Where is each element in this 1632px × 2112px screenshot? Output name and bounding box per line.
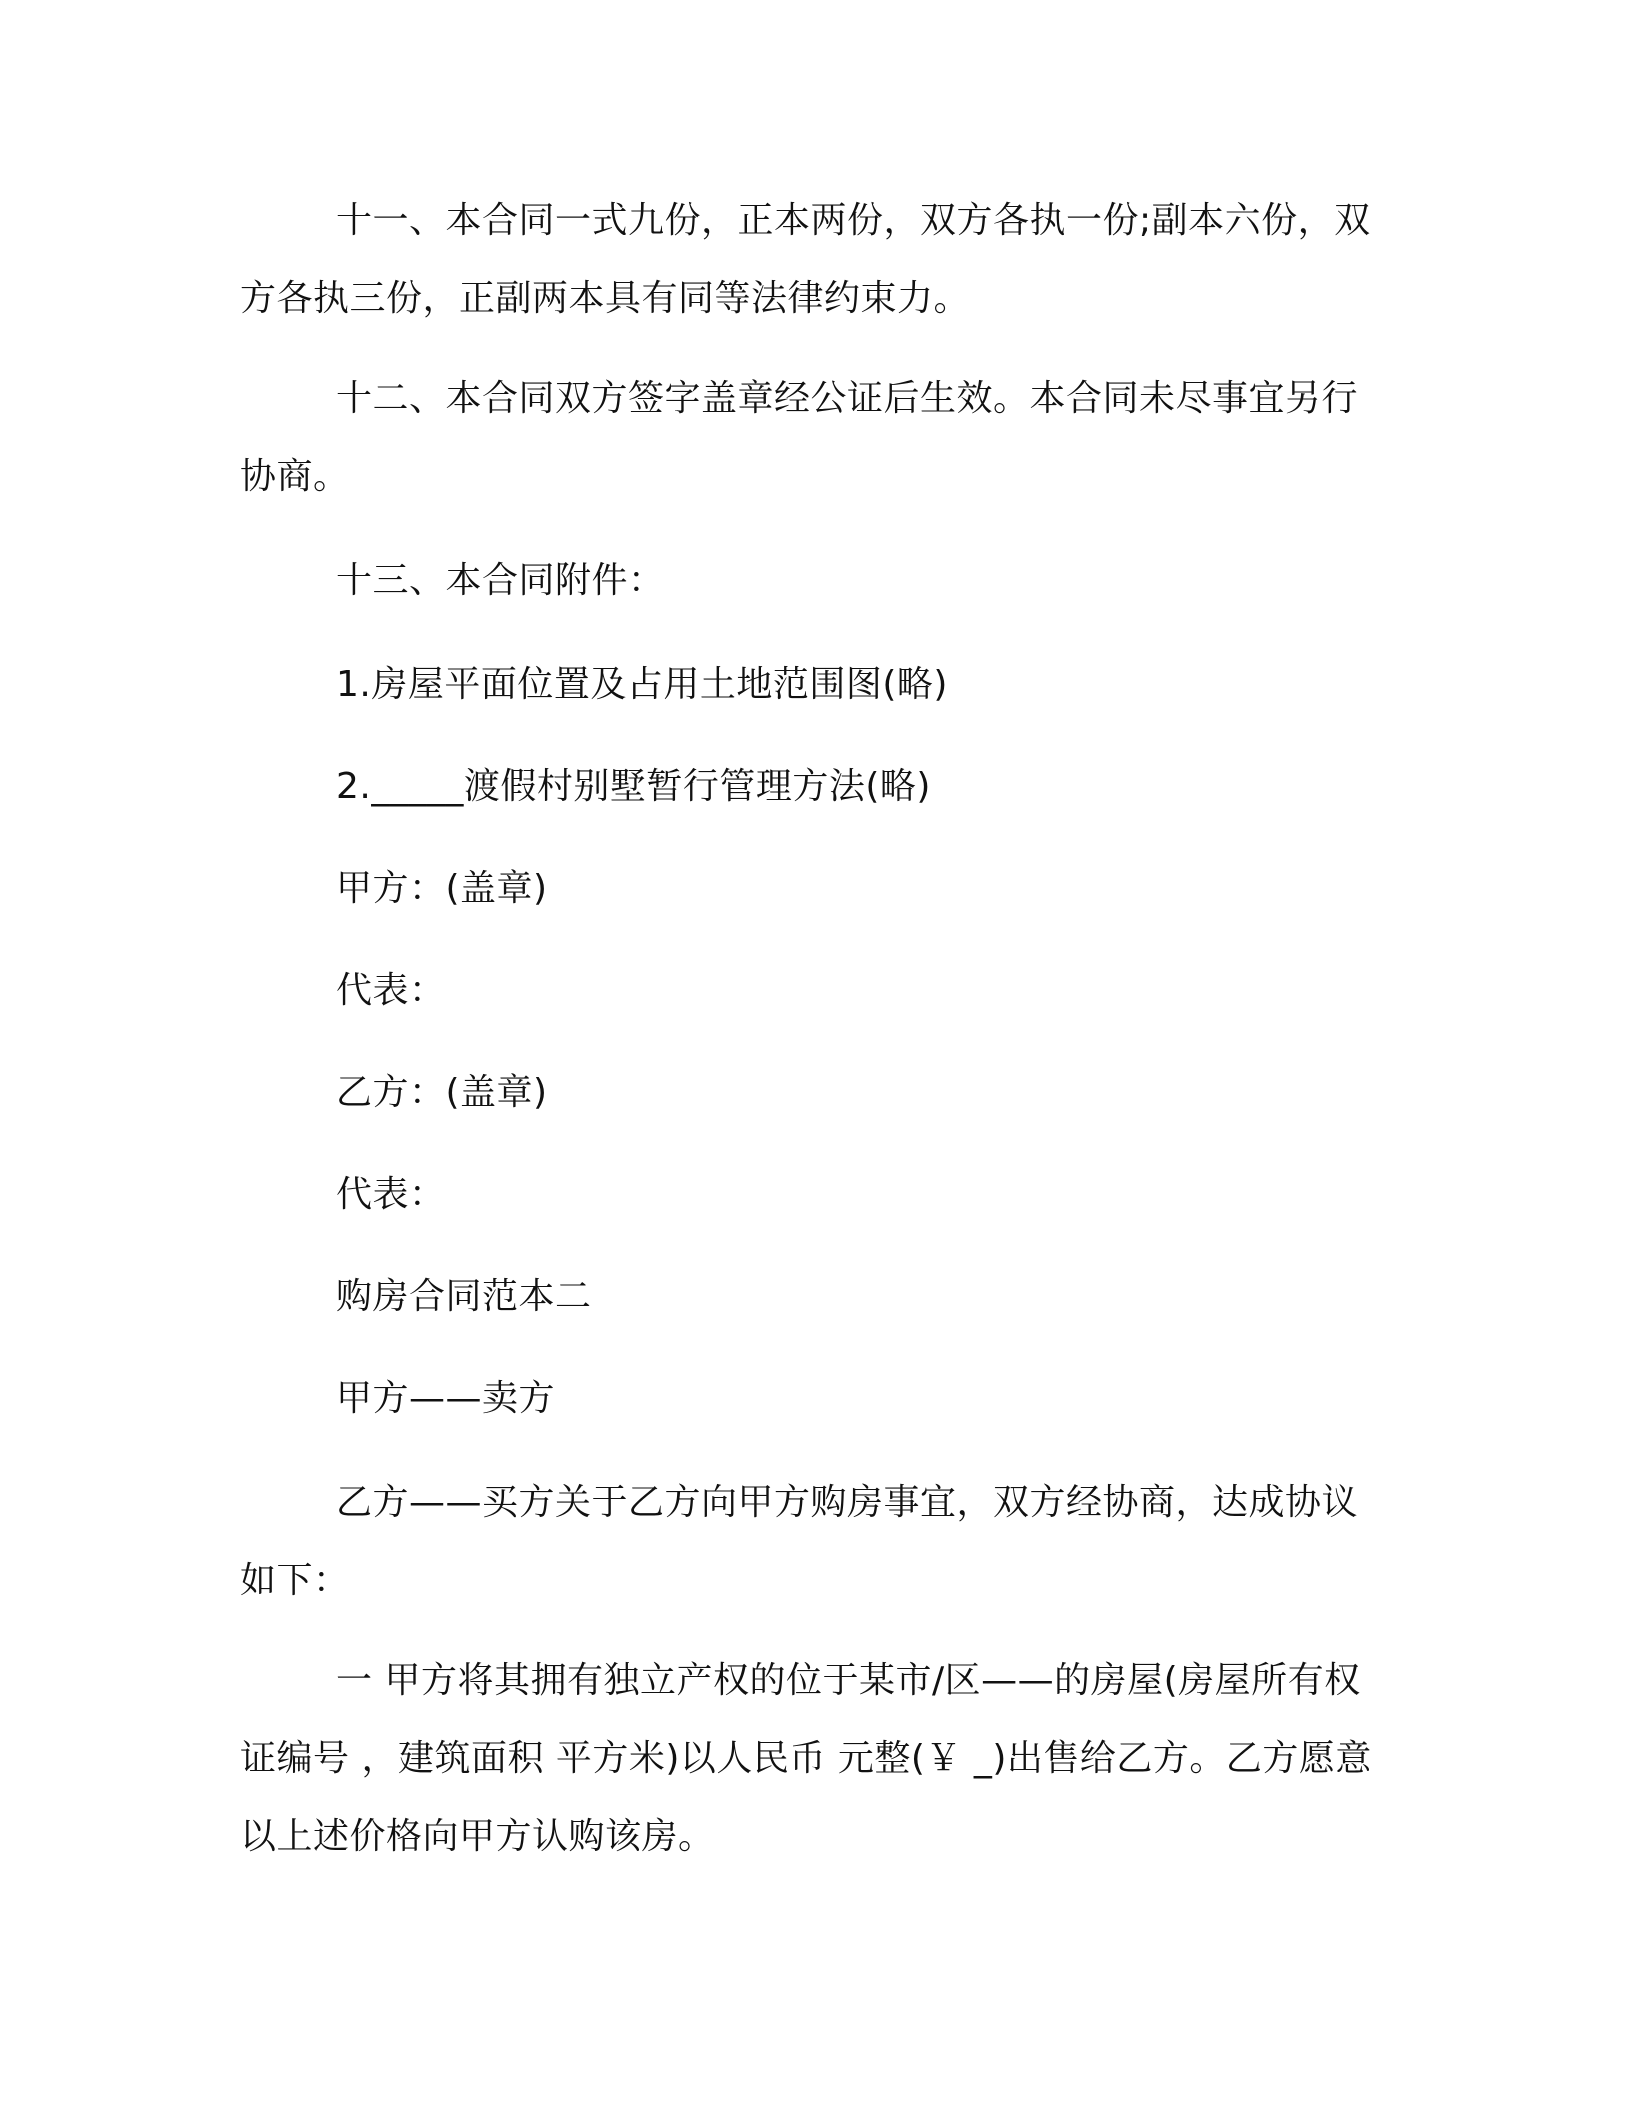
clause-13-heading: 十三、本合同附件：	[336, 560, 665, 601]
party-b-representative-line: 代表：	[336, 1174, 446, 1215]
clause-12: 十二、本合同双方签字盖章经公证后生效。本合同未尽事宜另行协商。	[240, 378, 1359, 497]
contract-template-title: 购房合同范本二	[336, 1276, 592, 1317]
property-sale-clause: 一 甲方将其拥有独立产权的位于某市/区——的房屋(房屋所有权证编号 ，建筑面积 平方米)以人民币 元整(￥ _)出售给乙方。乙方愿意以上述价格向甲方认购该房。	[240, 1660, 1372, 1857]
seller-line: 甲方——卖方	[336, 1378, 556, 1419]
buyer-agreement-paragraph: 乙方——买方关于乙方向甲方购房事宜，双方经协商，达成协议如下：	[240, 1482, 1359, 1601]
attachment-item-1: 1.房屋平面位置及占用土地范围图(略)	[336, 664, 948, 705]
clause-11: 十一、本合同一式九份，正本两份，双方各执一份;副本六份，双方各执三份，正副两本具有同等法律约束力。	[240, 200, 1371, 319]
party-a-seal-line: 甲方：(盖章)	[336, 868, 548, 909]
party-a-representative-line: 代表：	[336, 970, 446, 1011]
party-b-seal-line: 乙方：(盖章)	[336, 1072, 548, 1113]
attachment-item-2: 2._____渡假村别墅暂行管理方法(略)	[336, 766, 931, 807]
